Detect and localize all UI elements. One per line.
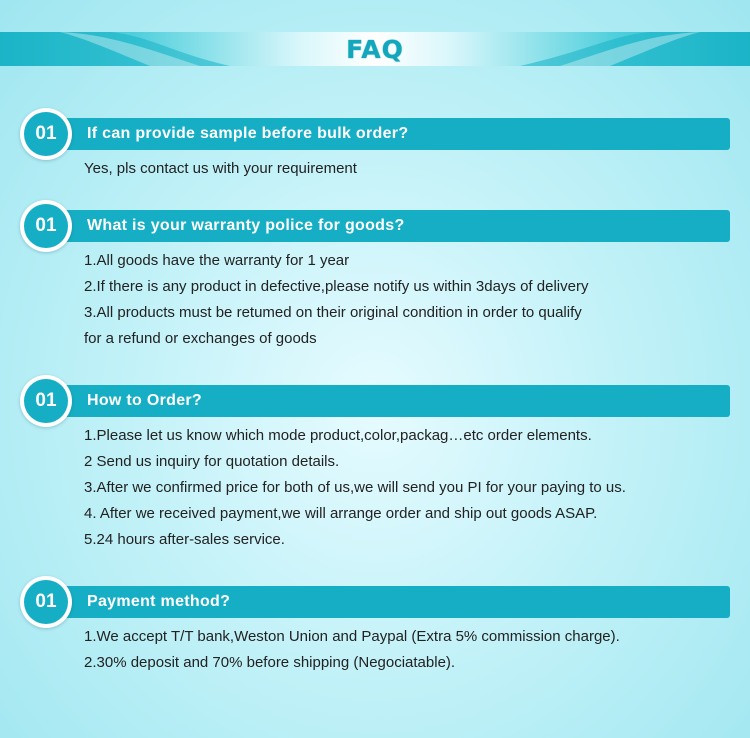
number-label: 01 — [24, 379, 68, 423]
question-text: What is your warranty police for goods? — [87, 217, 405, 234]
answer-line: 3.All products must be retumed on their original condition in order to qualify — [84, 304, 582, 321]
answer-line: 1.All goods have the warranty for 1 year — [84, 252, 350, 269]
answer-line: Yes, pls contact us with your requirement — [84, 160, 357, 177]
answer-line: 2 Send us inquiry for quotation details. — [84, 453, 340, 470]
number-badge — [20, 108, 72, 160]
answer-line: 4. After we received payment,we will arrange order and ship out goods ASAP. — [84, 505, 598, 522]
answer-line: 5.24 hours after-sales service. — [84, 531, 285, 548]
number-label: 01 — [24, 112, 68, 156]
answer-block — [84, 248, 724, 352]
number-label: 01 — [24, 580, 68, 624]
number-label: 01 — [24, 204, 68, 248]
answer-line: 3.After we confirmed price for both of us,we will send you PI for your paying to us. — [84, 479, 626, 496]
answer-line: 2.30% deposit and 70% before shipping (Negociatable). — [84, 654, 456, 671]
answer-line: 2.If there is any product in defective,please notify us within 3days of delivery — [84, 278, 589, 295]
number-badge — [20, 375, 72, 427]
question-text: If can provide sample before bulk order? — [87, 125, 409, 142]
answer-block — [84, 156, 724, 182]
answer-line: 1.We accept T/T bank,Weston Union and Paypal (Extra 5% commission charge). — [84, 628, 620, 645]
question-text: How to Order? — [87, 392, 203, 409]
answer-block — [84, 423, 724, 553]
page-title: FAQ — [346, 35, 404, 64]
question-text: Payment method? — [87, 593, 231, 610]
number-badge — [20, 200, 72, 252]
number-badge — [20, 576, 72, 628]
answer-block — [84, 624, 724, 676]
answer-line: 1.Please let us know which mode product,color,packag…etc order elements. — [84, 427, 592, 444]
answer-line: for a refund or exchanges of goods — [84, 330, 317, 347]
